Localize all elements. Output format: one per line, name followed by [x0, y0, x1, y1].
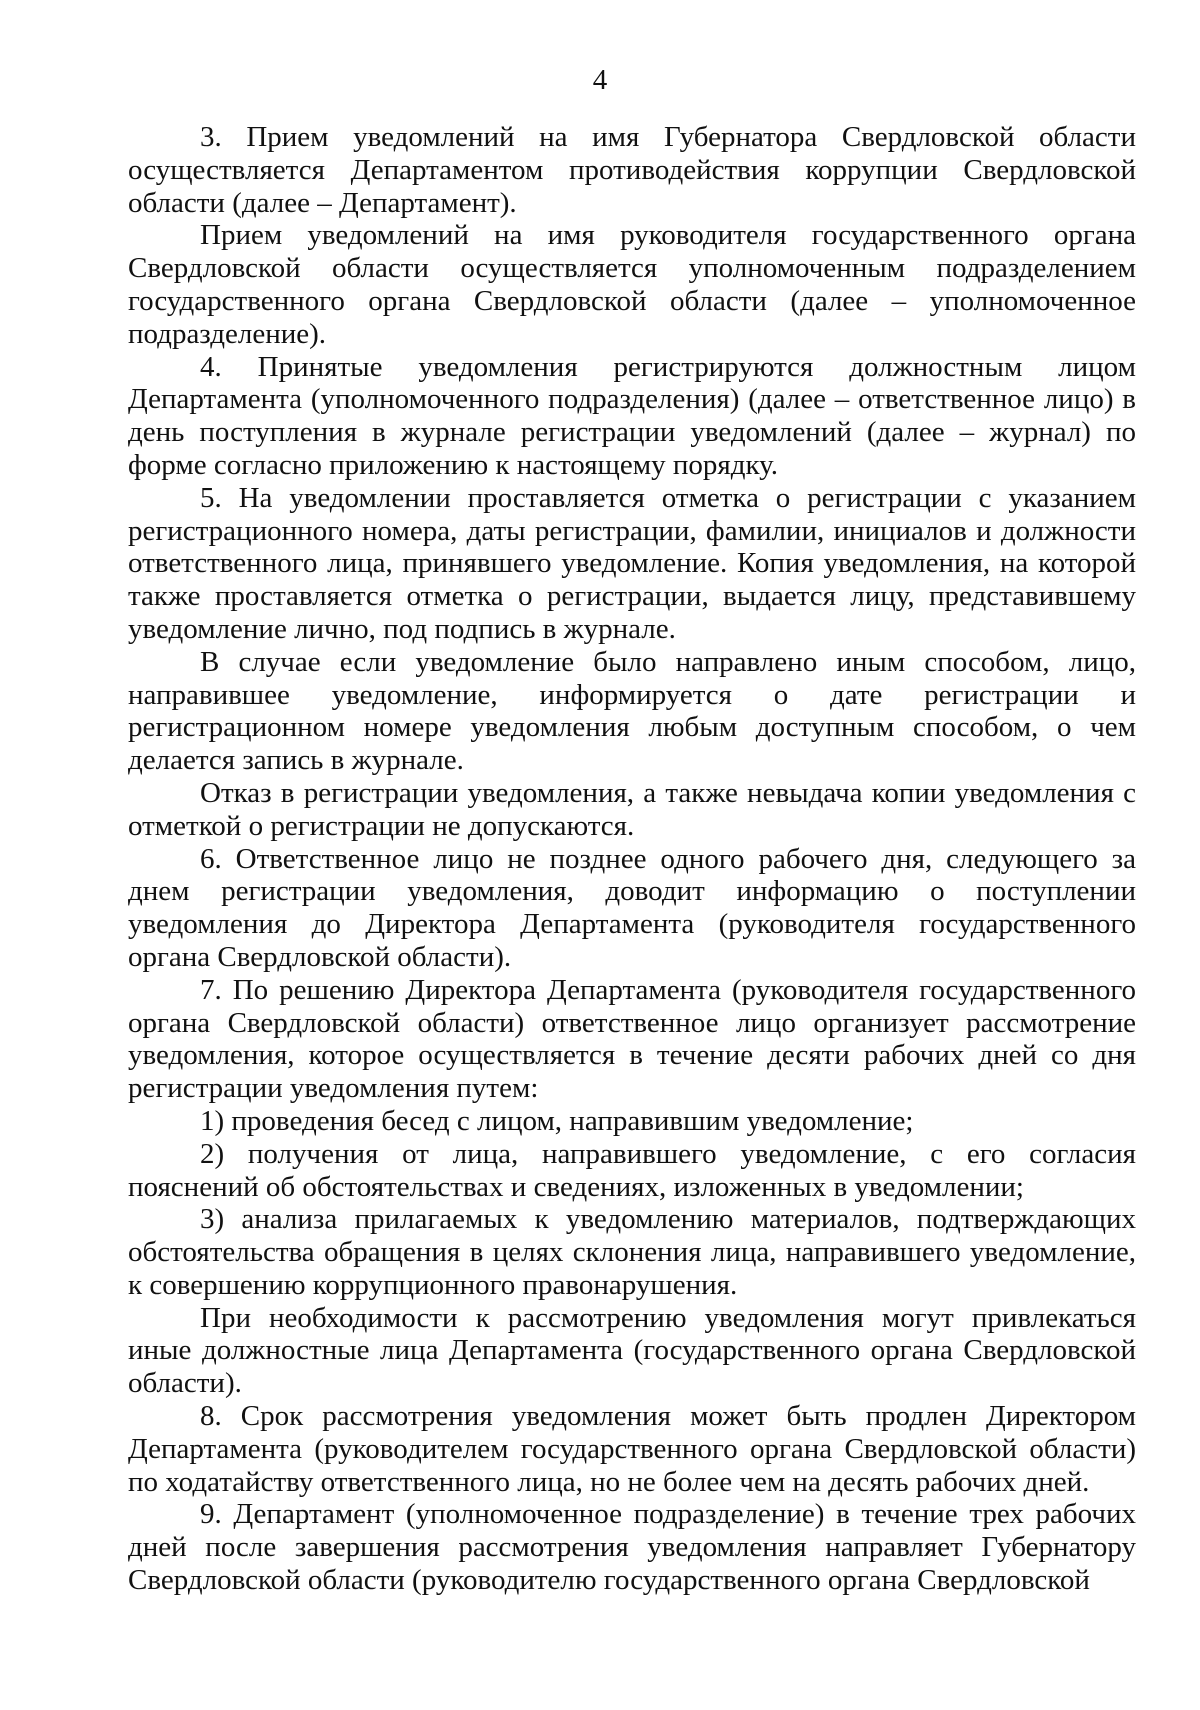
paragraph-9: 9. Департамент (уполномоченное подразделение) в течение трех рабочих дней после завершения рассмотрения уведомления направляет Губернатору Свердловской области (руководителю государственного органа Свердловской: [128, 1498, 1136, 1597]
paragraph-7-other-officials: При необходимости к рассмотрению уведомления могут привлекаться иные должностные лица Департамента (государственного органа Свердловской области).: [128, 1301, 1136, 1400]
document-body: [128, 121, 1136, 1597]
list-item-3: 3) анализа прилагаемых к уведомлению материалов, подтверждающих обстоятельства обращения в целях склонения лица, направившего уведомление, к совершению коррупционного правонарушения.: [128, 1203, 1136, 1301]
paragraph-7: 7. По решению Директора Департамента (руководителя государственного органа Свердловской области) ответственное лицо организует рассмотрение уведомления, которое осуществляется в течение десяти рабочих дней со дня регистрации уведомления путем:: [128, 973, 1136, 1105]
paragraph-5-refusal: Отказ в регистрации уведомления, а также невыдача копии уведомления с отметкой о регистрации не допускаются.: [128, 776, 1136, 842]
list-item-1: 1) проведения бесед с лицом, направившим уведомление;: [200, 1104, 914, 1137]
paragraph-4: 4. Принятые уведомления регистрируются должностным лицом Департамента (уполномоченного подразделения) (далее – ответственное лицо) в день поступления в журнале регистрации уведомлений (далее – журнал) по форме согласно приложению к настоящему порядку.: [128, 350, 1136, 481]
paragraph-5-other-method: В случае если уведомление было направлено иным способом, лицо, направившее уведомление, информируется о дате регистрации и регистрационном номере уведомления любым доступным способом, о чем делается запись в журнале.: [128, 645, 1136, 777]
paragraph-6: 6. Ответственное лицо не позднее одного рабочего дня, следующего за днем регистрации уведомления, доводит информацию о поступлении уведомления до Директора Департамента (руководителя государственного органа Свердловской области).: [128, 842, 1136, 973]
paragraph-3-continued: Прием уведомлений на имя руководителя государственного органа Свердловской области осуществляется уполномоченным подразделением государственного органа Свердловской области (далее – уполномоченное подразделение).: [128, 219, 1136, 350]
paragraph-8: 8. Срок рассмотрения уведомления может быть продлен Директором Департамента (руководителем государственного органа Свердловской области) по ходатайству ответственного лица, но не более чем на десять рабочих дней.: [128, 1400, 1136, 1498]
paragraph-5: 5. На уведомлении проставляется отметка о регистрации с указанием регистрационного номера, даты регистрации, фамилии, инициалов и должности ответственного лица, принявшего уведомление. Копия уведомления, на которой также проставляется отметка о регистрации, выдается лицу, представившему уведомление лично, под подпись в журнале.: [128, 481, 1136, 645]
list-item-2: 2) получения от лица, направившего уведомление, с его согласия пояснений об обстоятельствах и сведениях, изложенных в уведомлении;: [128, 1137, 1136, 1203]
page-number: 4: [592, 64, 608, 96]
paragraph-3: 3. Прием уведомлений на имя Губернатора Свердловской области осуществляется Департаментом противодействия коррупции Свердловской области (далее – Департамент).: [128, 121, 1136, 219]
